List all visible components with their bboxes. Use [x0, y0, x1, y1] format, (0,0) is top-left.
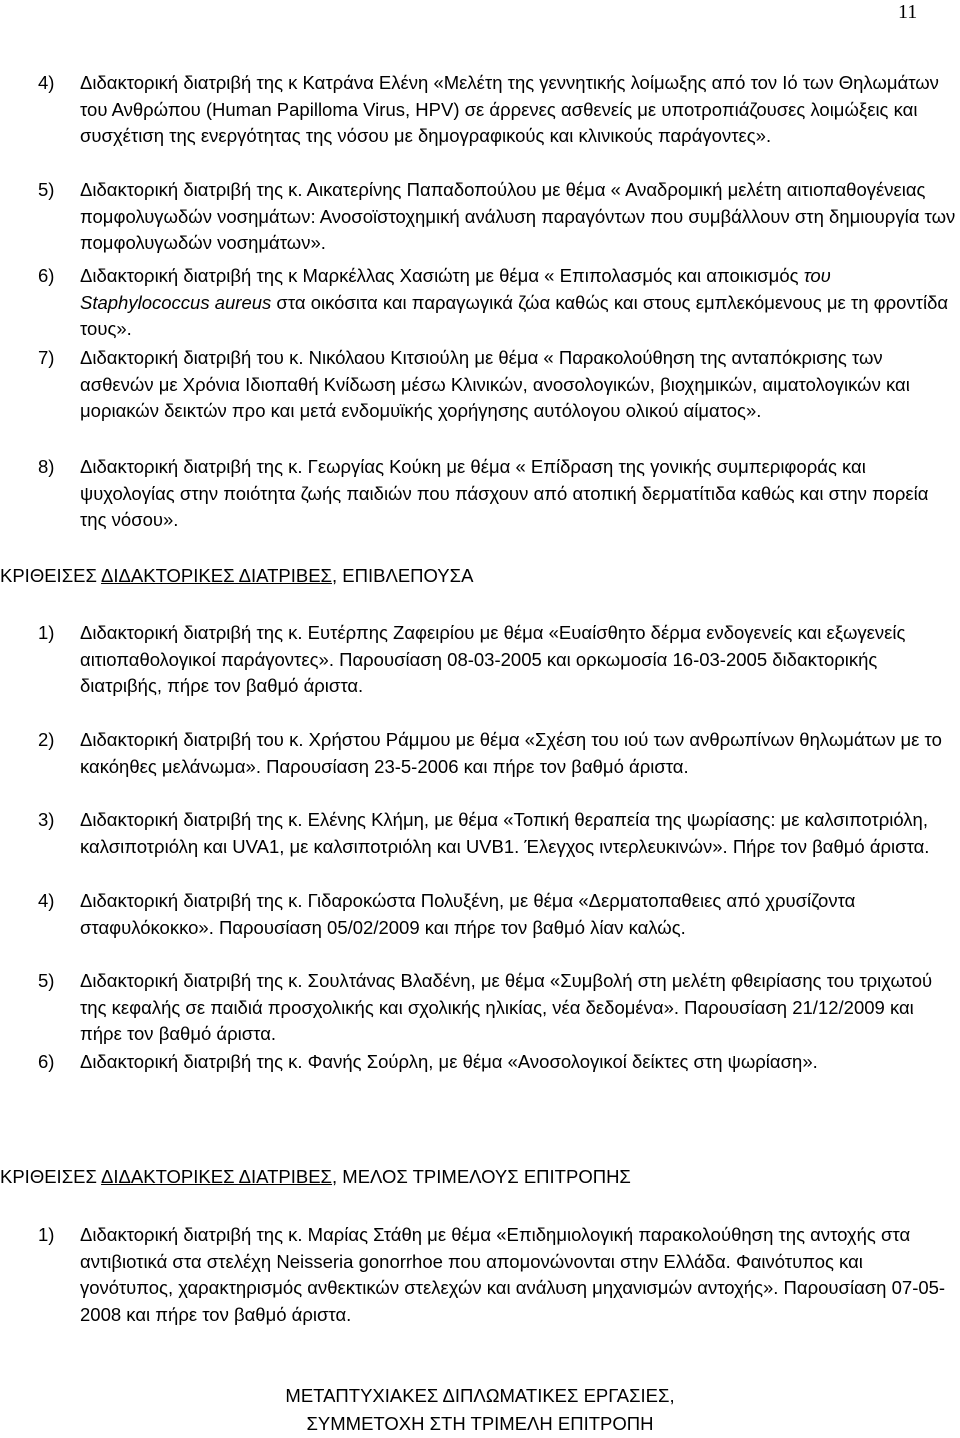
list-item — [38, 888, 958, 941]
page-number: 11 — [898, 1, 918, 23]
heading-line: ΣΥΜΜΕΤΟΧΗ ΣΤΗ ΤΡΙΜΕΛΗ ΕΠΙΤΡΟΠΗ — [306, 1413, 654, 1434]
heading-underlined: ΔΙΔΑΚΤΟΡΙΚΕΣ ΔΙΑΤΡΙΒΕΣ — [101, 1166, 332, 1187]
list-item — [38, 454, 958, 534]
item-number: 6) — [38, 265, 55, 286]
list-item — [38, 345, 958, 425]
heading-line: ΜΕΤΑΠΤΥΧΙΑΚΕΣ ΔΙΠΛΩΜΑΤΙΚΕΣ ΕΡΓΑΣΙΕΣ, — [285, 1385, 675, 1406]
heading-part: ΚΡΙΘΕΙΣΕΣ — [0, 1166, 102, 1187]
list-item — [38, 177, 958, 257]
item-text — [80, 263, 958, 343]
item-number: 8) — [38, 456, 55, 477]
item-number: 4) — [38, 890, 55, 911]
next-section-heading — [0, 1382, 960, 1438]
heading-part: , ΜΕΛΟΣ ΤΡΙΜΕΛΟΥΣ ΕΠΙΤΡΟΠΗΣ — [332, 1166, 631, 1187]
item-number: 5) — [38, 970, 55, 991]
section-heading — [0, 563, 960, 589]
item-number: 4) — [38, 72, 55, 93]
item-number: 3) — [38, 809, 55, 830]
item-text: Διδακτορική διατριβή της κ. Ελένης Κλήμη, με θέμα «Τοπική θεραπεία της ψωρίασης: με καλσιποτριόλη, καλσιποτριόλη και UVA1, με καλσιποτριόλη και UVB1. Έλεγχος ιντερλευκινών». Πήρε τον βαθμό άριστα. — [80, 809, 930, 857]
list-item — [38, 620, 958, 700]
item-text: Διδακτορική διατριβή του κ. Χρήστου Ράμμου με θέμα «Σχέση του ιού των ανθρωπίνων θηλωμάτων με το κακόηθες μελάνωμα». Παρουσίαση 23-5-2006 και πήρε τον βαθμό άριστα. — [80, 729, 942, 777]
item-text: Διδακτορική διατριβή της κ. Ευτέρπης Ζαφειρίου με θέμα «Ευαίσθητο δέρμα ενδογενείς και εξωγενείς αιτιοπαθολογικοί παράγοντες». Παρουσίαση 08-03-2005 και ορκωμοσία 16-03-2005 διδακτορικής διατριβής, πήρε τον βαθμό άριστα. — [80, 622, 906, 697]
heading-part: , ΕΠΙΒΛΕΠΟΥΣΑ — [332, 565, 474, 586]
item-number: 7) — [38, 347, 55, 368]
item-text: Διδακτορική διατριβή της κ. Σουλτάνας Βλαδένη, με θέμα «Συμβολή στη μελέτη φθειρίασης του τριχωτού της κεφαλής σε παιδιά προσχολικής και σχολικής ηλικίας, νέα δεδομένα». Παρουσίαση 21/12/2009 και πήρε τον βαθμό άριστα. — [80, 970, 933, 1045]
item-text: Διδακτορική διατριβή του κ. Νικόλαου Κιτσιούλη με θέμα « Παρακολούθηση της ανταπόκρισης των ασθενών με Χρόνια Ιδιοπαθή Κνίδωση μέσω Κλινικών, ανοσολογικών, βιοχημικών, αιματολογικών και μοριακών δεικτών προ και μετά ενδομυϊκής χορήγησης αυτόλογου ολικού αίματος». — [80, 347, 910, 422]
list-item — [38, 968, 958, 1048]
species-name: του Staphylococcus aureus — [80, 265, 831, 313]
item-text: Διδακτορική διατριβή της κ. Φανής Σούρλη, με θέμα «Ανοσολογικοί δείκτες στη ψωρίαση». — [80, 1051, 818, 1072]
item-text-part: στα οικόσιτα και παραγωγικά ζώα καθώς και στους εμπλεκόμενους με τη φροντίδα τους». — [80, 291, 949, 340]
item-text: Διδακτορική διατριβή της κ. Γεωργίας Κούκη με θέμα « Επίδραση της γονικής συμπεριφοράς και ψυχολογίας στην ποιότητα ζωής παιδιών που πάσχουν από ατοπική δερματίτιδα καθώς και στην πορεία της νόσου». — [80, 456, 929, 531]
item-text-part: Διδακτορική διατριβή της κ Μαρκέλλας Χασιώτη με θέμα « Επιπολασμός και αποικισμός — [80, 265, 804, 286]
item-number: 5) — [38, 179, 55, 200]
list-item — [38, 263, 958, 343]
list-item — [38, 807, 958, 860]
item-number: 6) — [38, 1051, 55, 1072]
list-item — [38, 727, 958, 780]
item-text: Διδακτορική διατριβή της κ Κατράνα Ελένη «Μελέτη της γεννητικής λοίμωξης από τον Ιό των Θηλωμάτων του Ανθρώπου (Human Papilloma Virus, HPV) σε άρρενες ασθενείς με υποτροπιάζουσες λοιμώξεις και συσχέτιση της ενεργότητας της νόσου με δημογραφικούς και κλινικούς παράγοντες». — [80, 72, 939, 147]
item-number: 1) — [38, 1224, 55, 1245]
list-item — [38, 1049, 958, 1076]
list-item — [38, 1222, 958, 1328]
item-number: 2) — [38, 729, 55, 750]
item-number: 1) — [38, 622, 55, 643]
item-text: Διδακτορική διατριβή της κ. Αικατερίνης Παπαδοπούλου με θέμα « Αναδρομική μελέτη αιτιοπαθογένειας πομφολυγωδών νοσημάτων: Ανοσοϊστοχημική ανάλυση παραγόντων που συμβάλλουν στη δημιουργία των πομφολυγωδών νοσημάτων». — [80, 179, 956, 254]
item-text: Διδακτορική διατριβή της κ. Γιδαροκώστα Πολυξένη, με θέμα «Δερματοπαθειες από χρυσίζοντα σταφυλόκοκκο». Παρουσίαση 05/02/2009 και πήρε τον βαθμό λίαν καλώς. — [80, 890, 856, 938]
heading-part: ΚΡΙΘΕΙΣΕΣ — [0, 565, 102, 586]
list-item — [38, 70, 958, 150]
item-text: Διδακτορική διατριβή της κ. Μαρίας Στάθη με θέμα «Επιδημιολογική παρακολούθηση της αντοχής στα αντιβιοτικά στα στελέχη Neisseria gonorrhoe που απομονώνονται στην Ελλάδα. Φαινότυπος και γονότυπος, χαρακτηρισμός ανθεκτικών στελεχών και ανάλυση μηχανισμών αντοχής». Παρουσίαση 07-05-2008 και πήρε τον βαθμό άριστα. — [80, 1224, 946, 1325]
section-heading — [0, 1164, 960, 1190]
heading-underlined: ΔΙΔΑΚΤΟΡΙΚΕΣ ΔΙΑΤΡΙΒΕΣ — [101, 565, 332, 586]
